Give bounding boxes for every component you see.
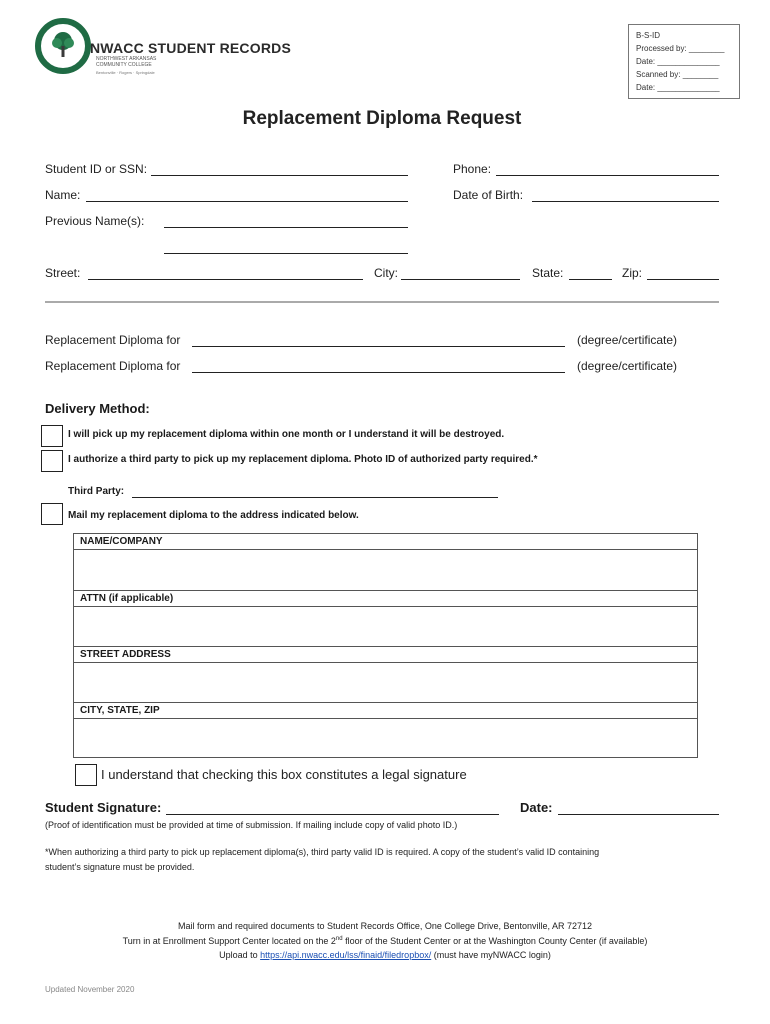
diploma-label-2: Replacement Diploma for — [45, 359, 181, 373]
third-party-name-field[interactable] — [132, 497, 498, 498]
street-label: Street: — [45, 266, 81, 280]
student-signature-field[interactable] — [166, 814, 499, 815]
office-date-1: Date: ______________ — [636, 57, 720, 66]
zip-label: Zip: — [622, 266, 643, 280]
name-label: Name: — [45, 188, 81, 202]
address-row-label: STREET ADDRESS — [80, 649, 171, 660]
student-id-field[interactable] — [151, 175, 408, 176]
name-field[interactable] — [86, 201, 408, 202]
signature-date-field[interactable] — [558, 814, 719, 815]
address-row-label: CITY, STATE, ZIP — [80, 705, 160, 716]
office-use-box — [628, 24, 740, 99]
third-party-name-label: Third Party: — [68, 486, 125, 497]
legal-signature-checkbox[interactable] — [75, 764, 97, 786]
logo-college: NORTHWEST ARKANSAS COMMUNITY COLLEGE — [96, 56, 157, 68]
student-signature-label: Student Signature: — [45, 800, 162, 815]
previous-names-label: Previous Name(s): — [45, 214, 145, 228]
diploma-suffix-1: (degree/certificate) — [577, 333, 678, 347]
address-row-city[interactable] — [74, 702, 697, 758]
diploma-suffix-2: (degree/certificate) — [577, 359, 678, 373]
logo-tagline: Bentonville · Rogers · Springdale — [96, 70, 155, 75]
footer-upload-b: (must have myNWACC login) — [431, 950, 551, 960]
pickup-checkbox[interactable] — [41, 425, 63, 447]
third-party-note-line-2: student’s signature must be provided. — [45, 862, 195, 872]
office-scanned-by: Scanned by: ________ — [636, 70, 719, 79]
previous-names-field-2[interactable] — [164, 253, 408, 254]
dob-field[interactable] — [532, 201, 719, 202]
legal-signature-label: I understand that checking this box constitutes a legal signature — [101, 767, 467, 782]
third-party-label: I authorize a third party to pick up my replacement diploma. Photo ID of authorized party required.* — [68, 454, 538, 465]
address-row-label: ATTN (if applicable) — [80, 593, 174, 604]
proof-note: (Proof of identification must be provided at time of submission. If mailing include copy of valid photo ID.) — [45, 820, 458, 830]
tree-logo-icon — [48, 30, 78, 60]
zip-field[interactable] — [647, 279, 719, 280]
phone-field[interactable] — [496, 175, 719, 176]
mail-label: Mail my replacement diploma to the address indicated below. — [68, 510, 359, 521]
phone-label: Phone: — [453, 162, 492, 176]
footer-turn-in-b: floor of the Student Center or at the Washington County Center (if available) — [342, 936, 648, 946]
address-row-attn[interactable] — [74, 590, 697, 648]
previous-names-field-1[interactable] — [164, 227, 408, 228]
mail-checkbox[interactable] — [41, 503, 63, 525]
student-id-label: Student ID or SSN: — [45, 162, 148, 176]
signature-date-label: Date: — [520, 800, 553, 815]
third-party-note-line-1: *When authorizing a third party to pick up replacement diploma(s), third party valid ID is required. A copy of the student’s valid ID containing — [45, 847, 600, 857]
footer-turn-in-a: Turn in at Enrollment Support Center located on the 2 — [122, 936, 336, 946]
city-label: City: — [374, 266, 398, 280]
address-table — [73, 533, 698, 758]
office-date-2: Date: ______________ — [636, 83, 720, 92]
delivery-heading: Delivery Method: — [45, 401, 150, 416]
footer-mail-line: Mail form and required documents to Student Records Office, One College Drive, Bentonville, AR 72712 — [177, 921, 593, 931]
upload-link[interactable]: https://api.nwacc.edu/lss/finaid/filedropbox/ — [260, 950, 432, 960]
street-field[interactable] — [88, 279, 363, 280]
dob-label: Date of Birth: — [453, 188, 524, 202]
city-field[interactable] — [401, 279, 520, 280]
office-processed-by: Processed by: ________ — [636, 44, 725, 53]
third-party-checkbox[interactable] — [41, 450, 63, 472]
diploma-field-1[interactable] — [192, 346, 565, 347]
updated-date: Updated November 2020 — [45, 985, 135, 994]
address-row-name[interactable] — [74, 534, 697, 591]
section-divider — [45, 301, 719, 303]
diploma-label-1: Replacement Diploma for — [45, 333, 181, 347]
footer-turn-in-line — [0, 936, 770, 946]
footer-turn-in-sup: nd — [335, 936, 343, 942]
diploma-field-2[interactable] — [192, 372, 565, 373]
address-row-street[interactable] — [74, 646, 697, 704]
office-code: B-S-ID — [636, 31, 660, 40]
logo-title: NWACC STUDENT RECORDS — [90, 40, 291, 56]
pickup-label: I will pick up my replacement diploma within one month or I understand it will be destroyed. — [68, 429, 505, 440]
footer-upload-a: Upload to — [219, 950, 261, 960]
state-field[interactable] — [569, 279, 612, 280]
state-label: State: — [532, 266, 564, 280]
footer-upload-line — [0, 950, 770, 960]
page-title: Replacement Diploma Request — [242, 108, 522, 129]
address-row-label: NAME/COMPANY — [80, 536, 163, 547]
